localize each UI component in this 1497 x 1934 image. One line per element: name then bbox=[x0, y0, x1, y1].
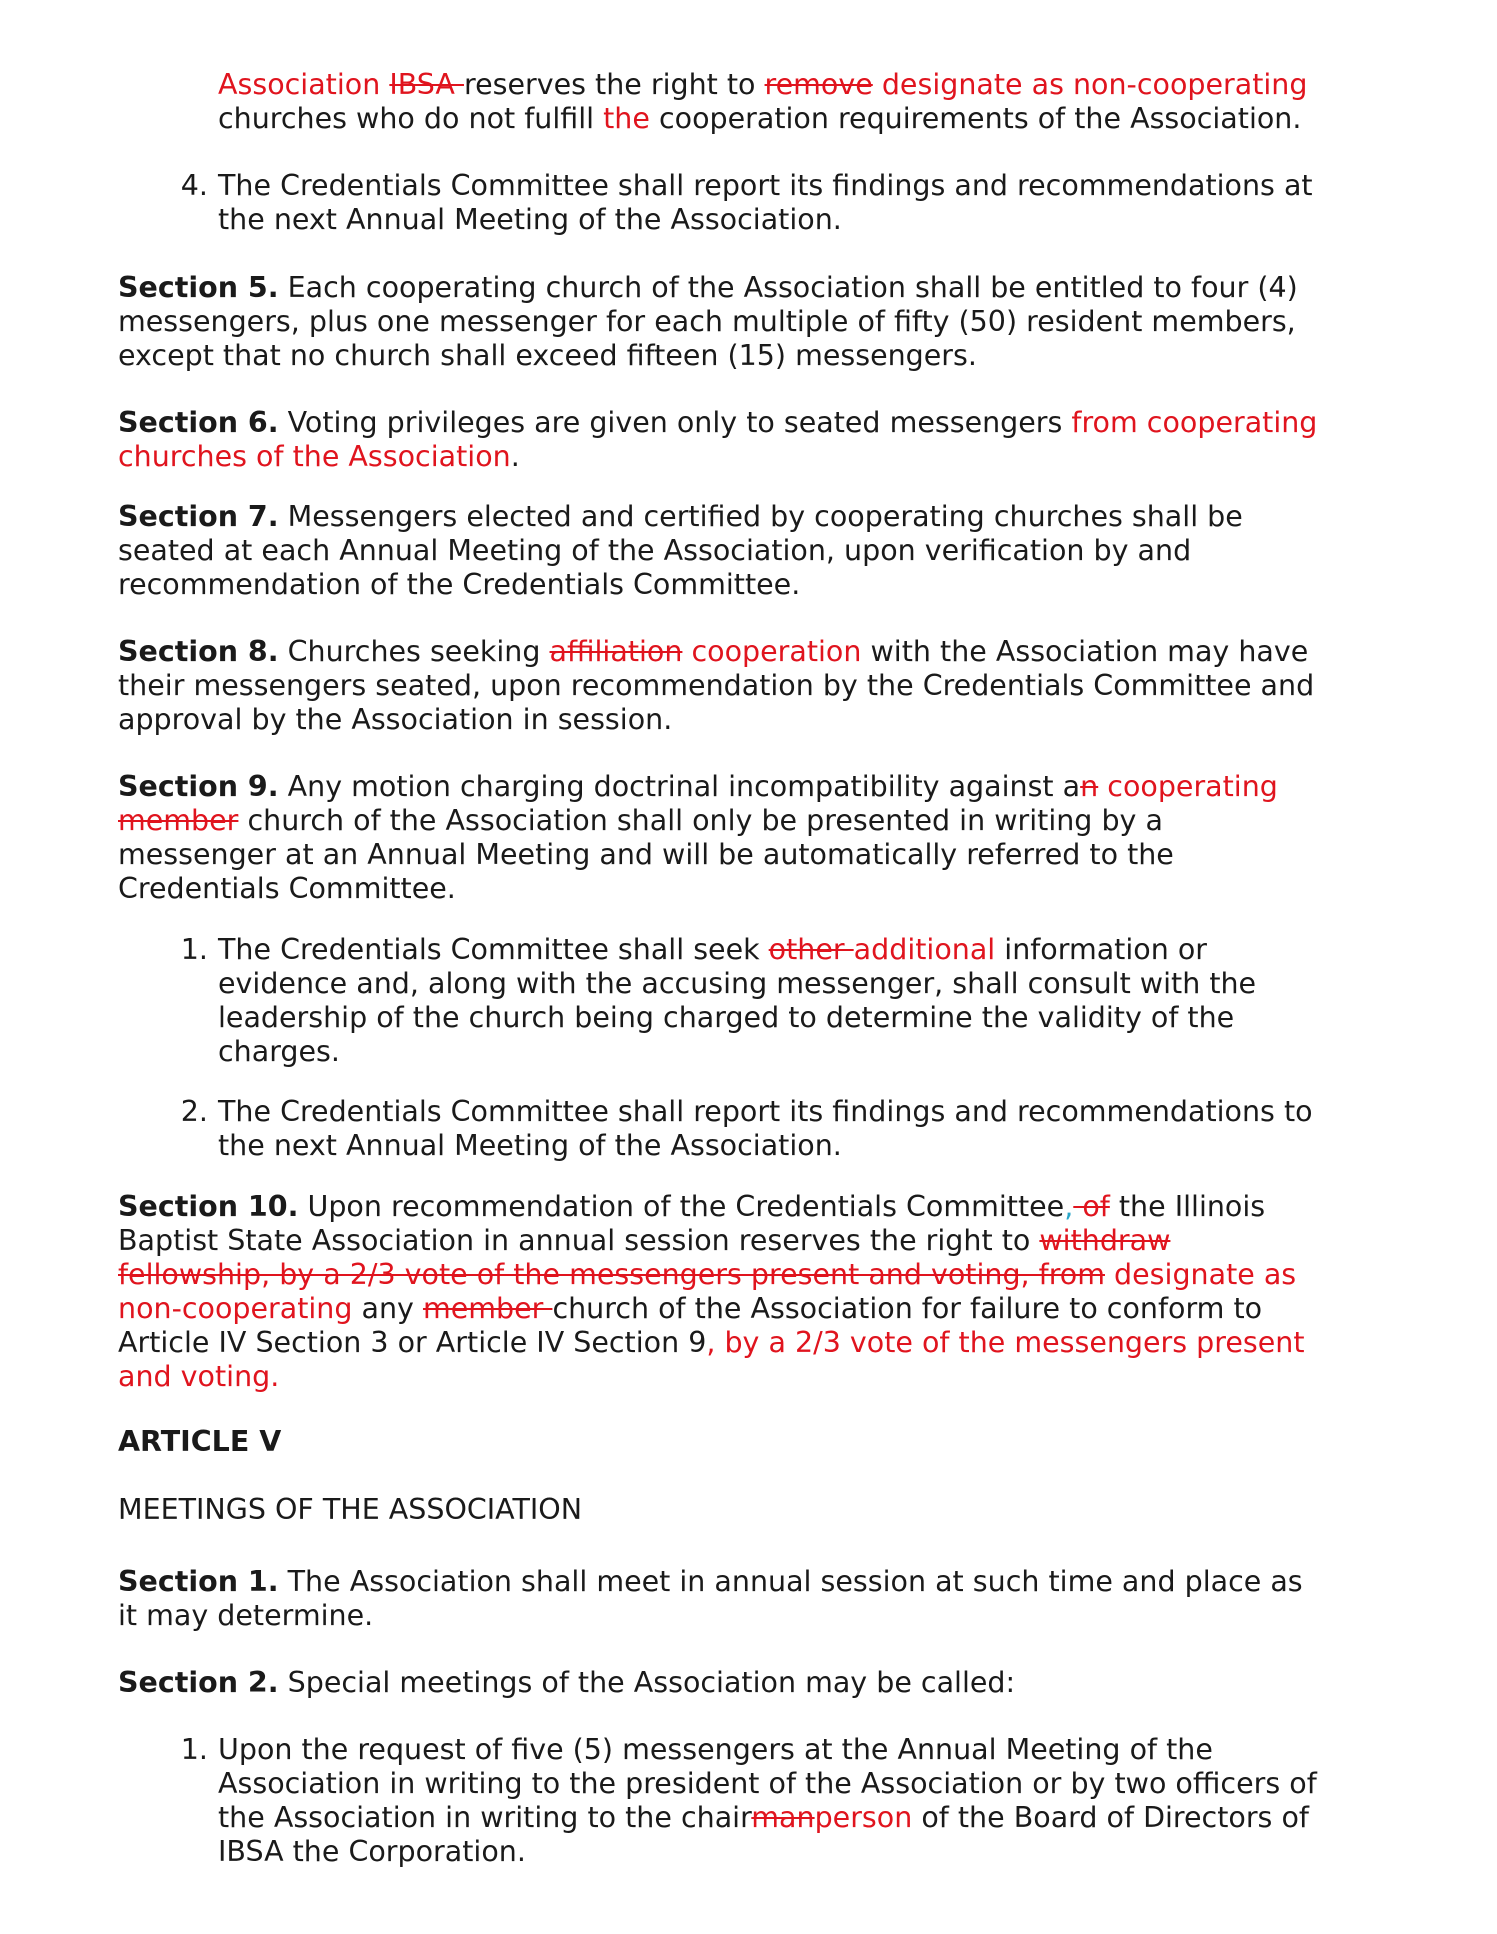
deleted-text: IBSA bbox=[389, 68, 464, 101]
section-text: The Association shall meet in annual session at such time and place as it may determine. bbox=[118, 1565, 1303, 1632]
section-text: Each cooperating church of the Association shall be entitled to four (4) messengers, plus one messenger for each multiple of fifty (50) resident members, except that no church shall exceed fifteen (15) messengers. bbox=[118, 271, 1298, 372]
inserted-text: additional bbox=[853, 933, 996, 966]
section-label: Section 1. bbox=[118, 1565, 279, 1598]
list-number: 4. bbox=[180, 169, 208, 202]
list-item-text: The Credentials Committee shall report its findings and recommendations to the next Annual Meeting of the Association. bbox=[218, 1095, 1313, 1162]
inserted-text: the bbox=[603, 102, 650, 135]
inserted-text: cooperation bbox=[682, 635, 862, 668]
inserted-text: person bbox=[814, 1801, 913, 1834]
text: The Credentials Committee shall seek bbox=[218, 933, 769, 966]
section-text: Churches seeking bbox=[278, 635, 550, 668]
article-subtitle: MEETINGS OF THE ASSOCIATION bbox=[118, 1493, 583, 1526]
deleted-text: remove bbox=[764, 68, 873, 101]
section-text: with the Association may have their messengers seated, upon recommendation by the Credentials Committee and approval by the Association in session. bbox=[118, 635, 1315, 736]
inserted-text: , by a 2/3 vote of the messengers present and voting. bbox=[118, 1326, 1305, 1393]
inserted-comma: , bbox=[1064, 1190, 1074, 1223]
text: information or evidence and, along with the accusing messenger, shall consult with the leadership of the church being charged to determine the validity of the charges. bbox=[218, 933, 1257, 1068]
section-5 bbox=[118, 271, 1328, 373]
deleted-text: member bbox=[422, 1292, 553, 1325]
text: churches who do not fulfill bbox=[218, 102, 604, 135]
section-6 bbox=[118, 406, 1328, 474]
deleted-text: other bbox=[768, 933, 854, 966]
inserted-text: cooperating bbox=[1098, 770, 1278, 803]
inserted-text: designate as non-cooperating bbox=[872, 68, 1308, 101]
section-text: Any motion charging doctrinal incompatibility against a bbox=[278, 770, 1081, 803]
section-label: Section 10. bbox=[118, 1190, 299, 1223]
deleted-text: man bbox=[751, 1801, 815, 1834]
section-text: Voting privileges are given only to seated messengers bbox=[278, 406, 1072, 439]
section-text: Messengers elected and certified by cooperating churches shall be seated at each Annual Meeting of the Association, upon verification by and recommendation of the Credentials Committee. bbox=[118, 500, 1243, 601]
section-10 bbox=[118, 1190, 1328, 1394]
section-label: Section 8. bbox=[118, 635, 279, 668]
section-9 bbox=[118, 770, 1328, 906]
section-label: Section 5. bbox=[118, 271, 279, 304]
section-label: Section 6. bbox=[118, 406, 279, 439]
list-number: 2. bbox=[180, 1095, 208, 1128]
list-number: 1. bbox=[180, 1733, 208, 1766]
text: Upon the request of five (5) messengers at the Annual Meeting of the Association in writing to the president of the Association or by two officers of the Association in writing to the chair bbox=[218, 1733, 1317, 1834]
deleted-text: n bbox=[1080, 770, 1099, 803]
section-label: Section 9. bbox=[118, 770, 279, 803]
inserted-text: designate as non-cooperating bbox=[118, 1258, 1297, 1325]
text: reserves the right to bbox=[463, 68, 765, 101]
section-text: . bbox=[510, 440, 520, 473]
list-number: 1. bbox=[180, 933, 208, 966]
section-text: church of the Association for failure to conform to Article IV Section 3 or Article IV Section 9 bbox=[118, 1292, 1263, 1359]
article-5-section-1 bbox=[118, 1565, 1328, 1633]
section-7 bbox=[118, 500, 1328, 602]
inserted-text: Association bbox=[218, 68, 381, 101]
deleted-text: withdraw fellowship, by a 2/3 vote of the messengers present and voting, from bbox=[118, 1224, 1171, 1291]
section-text: Special meetings of the Association may be called: bbox=[278, 1666, 1016, 1699]
text: cooperation requirements of the Association. bbox=[649, 102, 1302, 135]
list-item-text bbox=[218, 933, 1328, 1069]
list-item-text bbox=[218, 1733, 1328, 1869]
section-label: Section 2. bbox=[118, 1666, 279, 1699]
deleted-text: member bbox=[118, 804, 239, 837]
section-text: church of the Association shall only be presented in writing by a messenger at an Annual Meeting and will be automatically referred to the Credentials Committee. bbox=[118, 804, 1174, 905]
deleted-text: of bbox=[1073, 1190, 1110, 1223]
article-heading: ARTICLE V bbox=[118, 1425, 282, 1458]
list-item-text: The Credentials Committee shall report its findings and recommendations at the next Annual Meeting of the Association. bbox=[218, 169, 1313, 236]
inserted-text: from cooperating churches of the Association bbox=[118, 406, 1318, 473]
section-label: Section 7. bbox=[118, 500, 279, 533]
section-8 bbox=[118, 635, 1328, 737]
section-text: Upon recommendation of the Credentials Committee bbox=[298, 1190, 1065, 1223]
section-text: any bbox=[352, 1292, 423, 1325]
article-5-section-2 bbox=[118, 1666, 1328, 1700]
section-text: the Illinois Baptist State Association in annual session reserves the right to bbox=[118, 1190, 1266, 1257]
text: of the Board of Directors of IBSA the Corporation. bbox=[218, 1801, 1309, 1868]
deleted-text: affiliation bbox=[549, 635, 683, 668]
